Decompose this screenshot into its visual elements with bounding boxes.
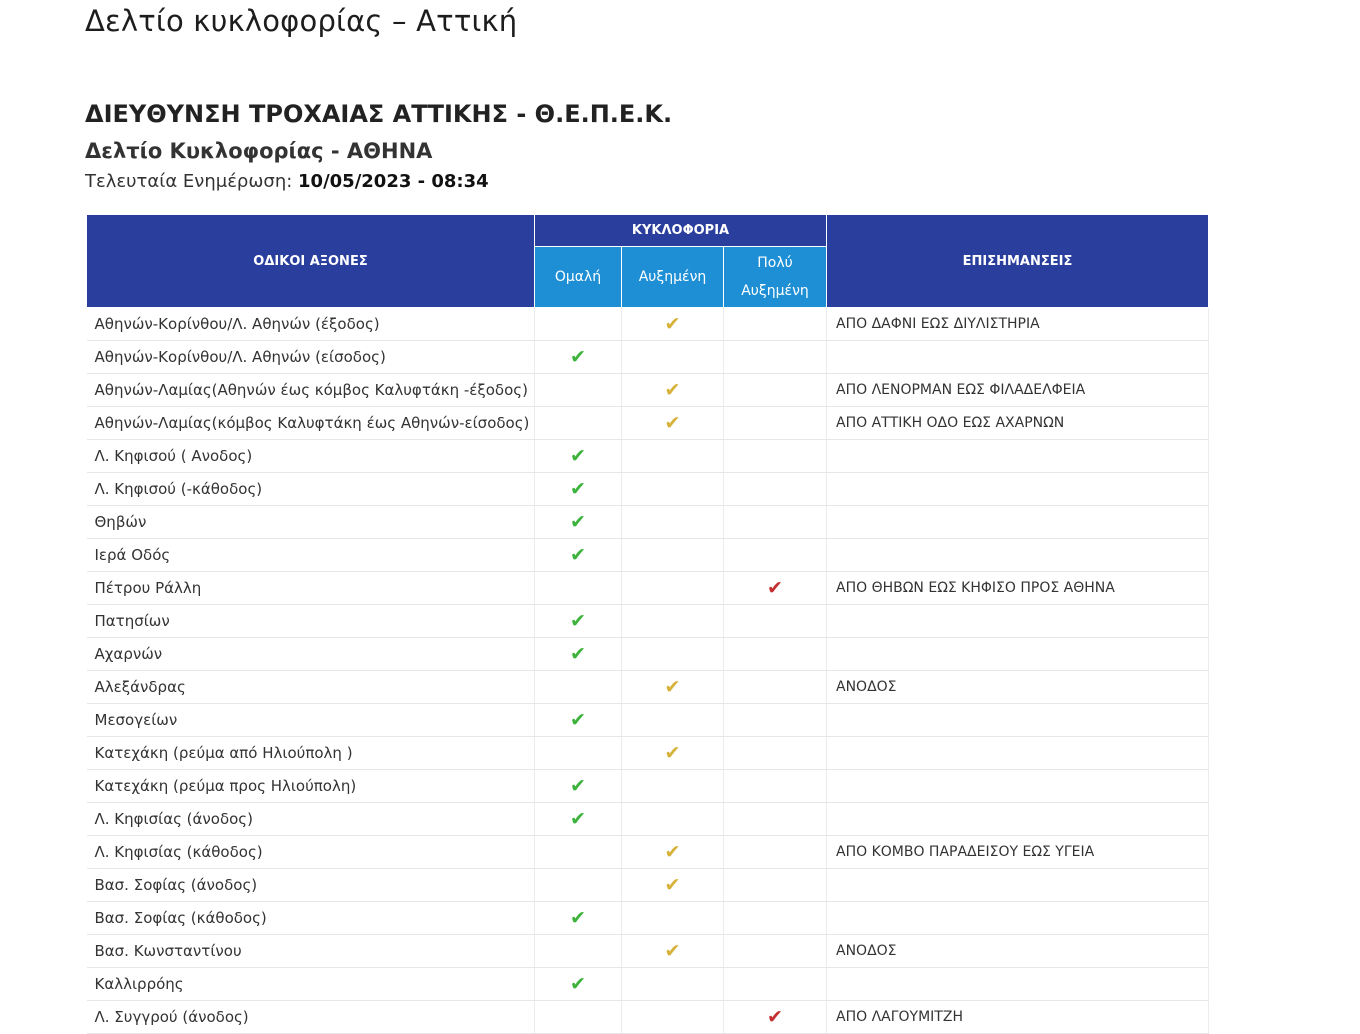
table-row	[87, 803, 1209, 836]
road-name: Καλλιρρόης	[87, 968, 535, 1001]
status-cell-normal	[535, 374, 622, 407]
road-note	[827, 704, 1209, 737]
road-name: Βασ. Κωνσταντίνου	[87, 935, 535, 968]
status-cell-very	[724, 539, 827, 572]
status-cell-normal	[535, 308, 622, 341]
check-icon: ✔	[664, 873, 681, 896]
road-name: Μεσογείων	[87, 704, 535, 737]
table-row	[87, 935, 1209, 968]
status-cell-increased	[622, 671, 724, 704]
status-cell-increased	[622, 506, 724, 539]
status-cell-very	[724, 902, 827, 935]
road-name: Θηβών	[87, 506, 535, 539]
table-row	[87, 341, 1209, 374]
status-cell-normal	[535, 506, 622, 539]
road-name: Λ. Κηφισού (-κάθοδος)	[87, 473, 535, 506]
last-updated-value: 10/05/2023 - 08:34	[298, 171, 489, 192]
status-cell-normal	[535, 935, 622, 968]
check-icon: ✔	[664, 939, 681, 962]
status-cell-increased	[622, 638, 724, 671]
road-note: ΑΠΟ ΔΑΦΝΙ ΕΩΣ ΔΙΥΛΙΣΤΗΡΙΑ	[827, 308, 1209, 341]
status-cell-normal	[535, 968, 622, 1001]
status-cell-normal	[535, 770, 622, 803]
status-cell-increased	[622, 572, 724, 605]
status-cell-increased	[622, 836, 724, 869]
road-note: ΑΠΟ ΛΑΓΟΥΜΙΤΖΗ	[827, 1001, 1209, 1034]
status-cell-normal	[535, 539, 622, 572]
status-cell-normal	[535, 572, 622, 605]
table-row	[87, 902, 1209, 935]
status-cell-normal	[535, 803, 622, 836]
status-cell-increased	[622, 935, 724, 968]
table-row	[87, 473, 1209, 506]
status-cell-increased	[622, 605, 724, 638]
status-cell-increased	[622, 968, 724, 1001]
table-row	[87, 638, 1209, 671]
status-cell-very	[724, 308, 827, 341]
status-cell-very	[724, 968, 827, 1001]
status-cell-normal	[535, 440, 622, 473]
header-very-increased	[724, 247, 827, 308]
status-cell-very	[724, 473, 827, 506]
table-row	[87, 968, 1209, 1001]
status-cell-increased	[622, 440, 724, 473]
status-cell-increased	[622, 407, 724, 440]
table-row	[87, 836, 1209, 869]
status-cell-increased	[622, 770, 724, 803]
status-cell-increased	[622, 902, 724, 935]
road-note: ΑΠΟ ΑΤΤΙΚΗ ΟΔΟ ΕΩΣ ΑΧΑΡΝΩΝ	[827, 407, 1209, 440]
road-name: Αθηνών-Λαμίας(κόμβος Καλυφτάκη έως Αθηνών-είσοδος)	[87, 407, 535, 440]
check-icon: ✔	[664, 675, 681, 698]
status-cell-normal	[535, 902, 622, 935]
status-cell-increased	[622, 869, 724, 902]
status-cell-increased	[622, 473, 724, 506]
header-notes: ΕΠΙΣΗΜΑΝΣΕΙΣ	[827, 215, 1209, 308]
status-cell-increased	[622, 803, 724, 836]
traffic-table	[86, 214, 1209, 1034]
status-cell-increased	[622, 308, 724, 341]
status-cell-very	[724, 836, 827, 869]
traffic-rows	[87, 308, 1209, 1034]
road-note	[827, 902, 1209, 935]
road-name: Λ. Κηφισού ( Ανοδος)	[87, 440, 535, 473]
status-cell-increased	[622, 374, 724, 407]
road-note	[827, 605, 1209, 638]
status-cell-very	[724, 704, 827, 737]
check-icon: ✔	[570, 477, 586, 500]
road-note	[827, 968, 1209, 1001]
road-note	[827, 440, 1209, 473]
road-name: Κατεχάκη (ρεύμα από Ηλιούπολη )	[87, 737, 535, 770]
status-cell-increased	[622, 704, 724, 737]
department-heading: ΔΙΕΥΘΥΝΣΗ ΤΡΟΧΑΙΑΣ ΑΤΤΙΚΗΣ - Θ.Ε.Π.Ε.Κ.	[85, 100, 673, 128]
status-cell-normal	[535, 869, 622, 902]
table-row	[87, 308, 1209, 341]
road-name: Πέτρου Ράλλη	[87, 572, 535, 605]
header-very-line1: Πολύ	[757, 255, 793, 271]
check-icon: ✔	[570, 609, 586, 632]
status-cell-normal	[535, 836, 622, 869]
table-row	[87, 671, 1209, 704]
table-row	[87, 440, 1209, 473]
status-cell-very	[724, 638, 827, 671]
road-name: Αθηνών-Κορίνθου/Λ. Αθηνών (έξοδος)	[87, 308, 535, 341]
header-very-line2: Αυξημένη	[741, 283, 809, 299]
road-note: ΑΠΟ ΘΗΒΩΝ ΕΩΣ ΚΗΦΙΣΟ ΠΡΟΣ ΑΘΗΝΑ	[827, 572, 1209, 605]
check-icon: ✔	[570, 642, 586, 665]
check-icon: ✔	[570, 774, 586, 797]
status-cell-increased	[622, 341, 724, 374]
page-title: Δελτίο κυκλοφορίας – Αττική	[85, 4, 518, 38]
header-increased: Αυξημένη	[622, 247, 724, 308]
table-row	[87, 374, 1209, 407]
road-note	[827, 803, 1209, 836]
road-note: ΑΠΟ ΚΟΜΒΟ ΠΑΡΑΔΕΙΣΟΥ ΕΩΣ ΥΓΕΙΑ	[827, 836, 1209, 869]
road-note	[827, 539, 1209, 572]
status-cell-normal	[535, 407, 622, 440]
road-name: Αθηνών-Κορίνθου/Λ. Αθηνών (είσοδος)	[87, 341, 535, 374]
status-cell-normal	[535, 638, 622, 671]
status-cell-very	[724, 506, 827, 539]
road-note: ΑΠΟ ΛΕΝΟΡΜΑΝ ΕΩΣ ΦΙΛΑΔΕΛΦΕΙΑ	[827, 374, 1209, 407]
check-icon: ✔	[664, 840, 681, 863]
check-icon: ✔	[664, 411, 681, 434]
status-cell-normal	[535, 671, 622, 704]
table-row	[87, 407, 1209, 440]
road-note	[827, 473, 1209, 506]
road-name: Βασ. Σοφίας (κάθοδος)	[87, 902, 535, 935]
check-icon: ✔	[570, 972, 586, 995]
bulletin-subtitle: Δελτίο Κυκλοφορίας - ΑΘΗΝΑ	[85, 139, 433, 163]
status-cell-normal	[535, 473, 622, 506]
road-name: Κατεχάκη (ρεύμα προς Ηλιούπολη)	[87, 770, 535, 803]
table-row	[87, 869, 1209, 902]
check-icon: ✔	[570, 444, 586, 467]
status-cell-very	[724, 671, 827, 704]
header-normal: Ομαλή	[535, 247, 622, 308]
status-cell-very	[724, 803, 827, 836]
road-note	[827, 341, 1209, 374]
road-name: Λ. Συγγρού (άνοδος)	[87, 1001, 535, 1034]
road-note: ΑΝΟΔΟΣ	[827, 671, 1209, 704]
road-note	[827, 737, 1209, 770]
status-cell-very	[724, 935, 827, 968]
table-row	[87, 704, 1209, 737]
last-updated-label: Τελευταία Ενημέρωση:	[85, 171, 299, 192]
status-cell-increased	[622, 737, 724, 770]
road-name: Βασ. Σοφίας (άνοδος)	[87, 869, 535, 902]
check-icon: ✔	[570, 906, 586, 929]
road-name: Λ. Κηφισίας (άνοδος)	[87, 803, 535, 836]
check-icon: ✔	[767, 1005, 783, 1028]
table-row	[87, 539, 1209, 572]
table-row	[87, 572, 1209, 605]
road-name: Λ. Κηφισίας (κάθοδος)	[87, 836, 535, 869]
table-row	[87, 737, 1209, 770]
status-cell-very	[724, 407, 827, 440]
road-name: Αχαρνών	[87, 638, 535, 671]
status-cell-very	[724, 572, 827, 605]
status-cell-normal	[535, 737, 622, 770]
check-icon: ✔	[570, 543, 586, 566]
road-note	[827, 506, 1209, 539]
check-icon: ✔	[767, 576, 783, 599]
status-cell-very	[724, 737, 827, 770]
road-name: Αθηνών-Λαμίας(Αθηνών έως κόμβος Καλυφτάκη -έξοδος)	[87, 374, 535, 407]
road-note	[827, 869, 1209, 902]
road-name: Πατησίων	[87, 605, 535, 638]
status-cell-very	[724, 440, 827, 473]
table-row	[87, 605, 1209, 638]
status-cell-normal	[535, 605, 622, 638]
road-note	[827, 770, 1209, 803]
status-cell-very	[724, 374, 827, 407]
last-updated	[85, 171, 489, 192]
road-note	[827, 638, 1209, 671]
status-cell-increased	[622, 539, 724, 572]
status-cell-very	[724, 770, 827, 803]
table-row	[87, 506, 1209, 539]
header-roads: ΟΔΙΚΟΙ ΑΞΟΝΕΣ	[87, 215, 535, 308]
status-cell-very	[724, 605, 827, 638]
road-note: ΑΝΟΔΟΣ	[827, 935, 1209, 968]
check-icon: ✔	[570, 708, 586, 731]
header-traffic: ΚΥΚΛΟΦΟΡΙΑ	[535, 215, 827, 247]
check-icon: ✔	[570, 510, 586, 533]
check-icon: ✔	[664, 312, 681, 335]
check-icon: ✔	[570, 807, 586, 830]
check-icon: ✔	[664, 378, 681, 401]
check-icon: ✔	[664, 741, 681, 764]
check-icon: ✔	[570, 345, 586, 368]
status-cell-normal	[535, 704, 622, 737]
table-row	[87, 770, 1209, 803]
status-cell-very	[724, 341, 827, 374]
road-name: Αλεξάνδρας	[87, 671, 535, 704]
road-name: Ιερά Οδός	[87, 539, 535, 572]
status-cell-very	[724, 869, 827, 902]
status-cell-normal	[535, 341, 622, 374]
